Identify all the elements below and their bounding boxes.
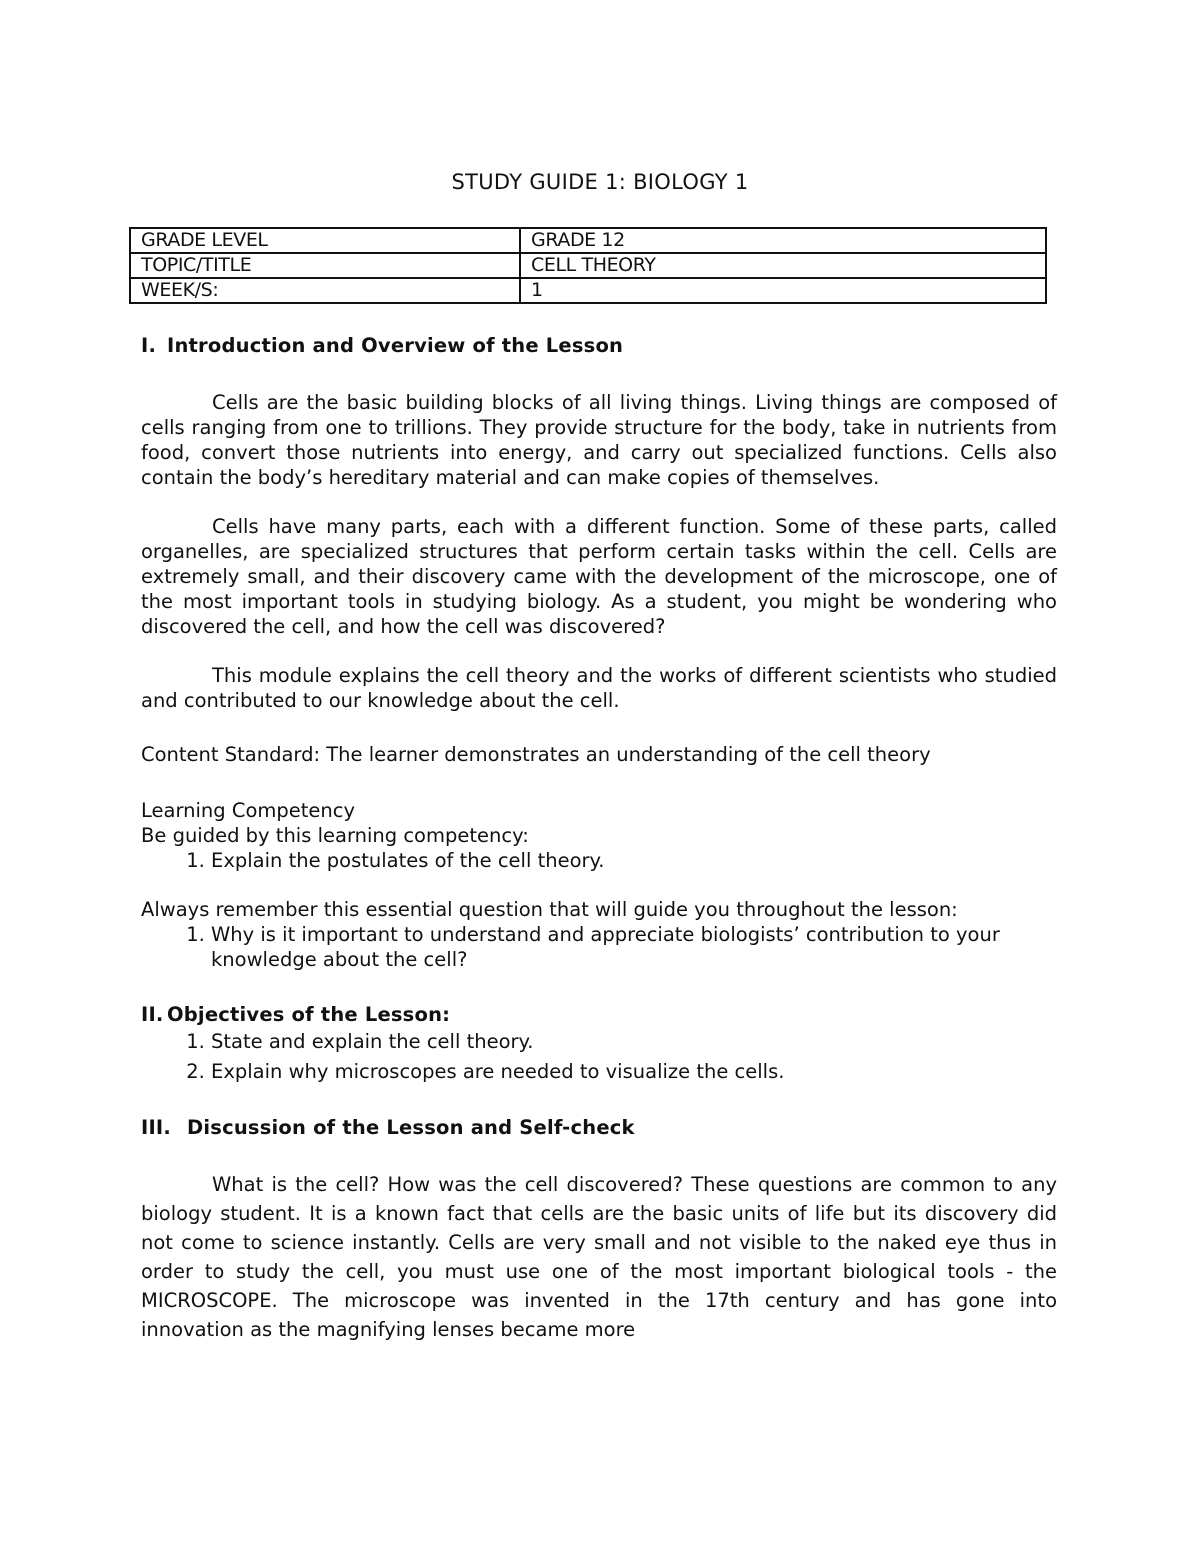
essential-intro: Always remember this essential question that will guide you throughout the lesson:: [141, 898, 958, 921]
list-item: 1. Explain the postulates of the cell theory.: [211, 848, 1057, 873]
section-2-title: Objectives of the Lesson:: [167, 1003, 451, 1026]
section-3-title: Discussion of the Lesson and Self-check: [187, 1116, 635, 1139]
list-item: 1. Why is it important to understand and appreciate biologists’ contribution to your knowledge about the cell?: [211, 922, 1057, 972]
competency-intro: Be guided by this learning competency:: [141, 824, 529, 847]
section-1-number: I.: [141, 334, 157, 357]
section-3-number: III.: [141, 1116, 171, 1139]
objectives-list: [141, 1027, 1057, 1087]
topic-title-label: TOPIC/TITLE: [130, 253, 520, 278]
section-3-heading: [141, 1115, 1057, 1140]
table-row: [130, 253, 1046, 278]
grade-level-value: GRADE 12: [520, 228, 1046, 253]
list-item: 2. Explain why microscopes are needed to visualize the cells.: [211, 1057, 1057, 1087]
intro-paragraph-2: Cells have many parts, each with a different function. Some of these parts, called organelles, are specialized structures that perform certain tasks within the cell. Cells are extremely small, and their discovery came with the development of the microscope, one of the most important tools in studying biology. As a student, you might be wondering who discovered the cell, and how the cell was discovered?: [141, 515, 1057, 638]
weeks-value: 1: [520, 278, 1046, 303]
intro-paragraph-3: This module explains the cell theory and the works of different scientists who studied and contributed to our knowledge about the cell.: [141, 664, 1057, 712]
section-1-title: Introduction and Overview of the Lesson: [167, 334, 624, 357]
content-standard: Content Standard: The learner demonstrates an understanding of the cell theory: [141, 743, 931, 766]
list-item: 1. State and explain the cell theory.: [211, 1027, 1057, 1057]
document-title: STUDY GUIDE 1: BIOLOGY 1: [451, 170, 749, 194]
table-row: [130, 228, 1046, 253]
topic-title-value: CELL THEORY: [520, 253, 1046, 278]
intro-paragraph-1: Cells are the basic building blocks of all living things. Living things are composed of cells ranging from one to trillions. They provide structure for the body, take in nutrients from food, convert those nutrients into energy, and carry out specialized functions. Cells also contain the body’s hereditary material and can make copies of themselves.: [141, 391, 1057, 489]
competency-list: [141, 848, 1057, 873]
section-2-number: II.: [141, 1003, 164, 1026]
table-row: [130, 278, 1046, 303]
section-1-heading: [141, 333, 1057, 358]
section-2-heading: [141, 1002, 1057, 1027]
grade-level-label: GRADE LEVEL: [130, 228, 520, 253]
essential-question-list: [141, 922, 1057, 972]
weeks-label: WEEK/S:: [130, 278, 520, 303]
competency-heading: Learning Competency: [141, 799, 356, 822]
info-table: [129, 227, 1047, 304]
discussion-paragraph: What is the cell? How was the cell discovered? These questions are common to any biology student. It is a known fact that cells are the basic units of life but its discovery did not come to science instantly. Cells are very small and not visible to the naked eye thus in order to study the cell, you must use one of the most important biological tools - the MICROSCOPE. The microscope was invented in the 17th century and has gone into innovation as the magnifying lenses became more: [141, 1173, 1057, 1341]
document-body: [141, 333, 1057, 1344]
